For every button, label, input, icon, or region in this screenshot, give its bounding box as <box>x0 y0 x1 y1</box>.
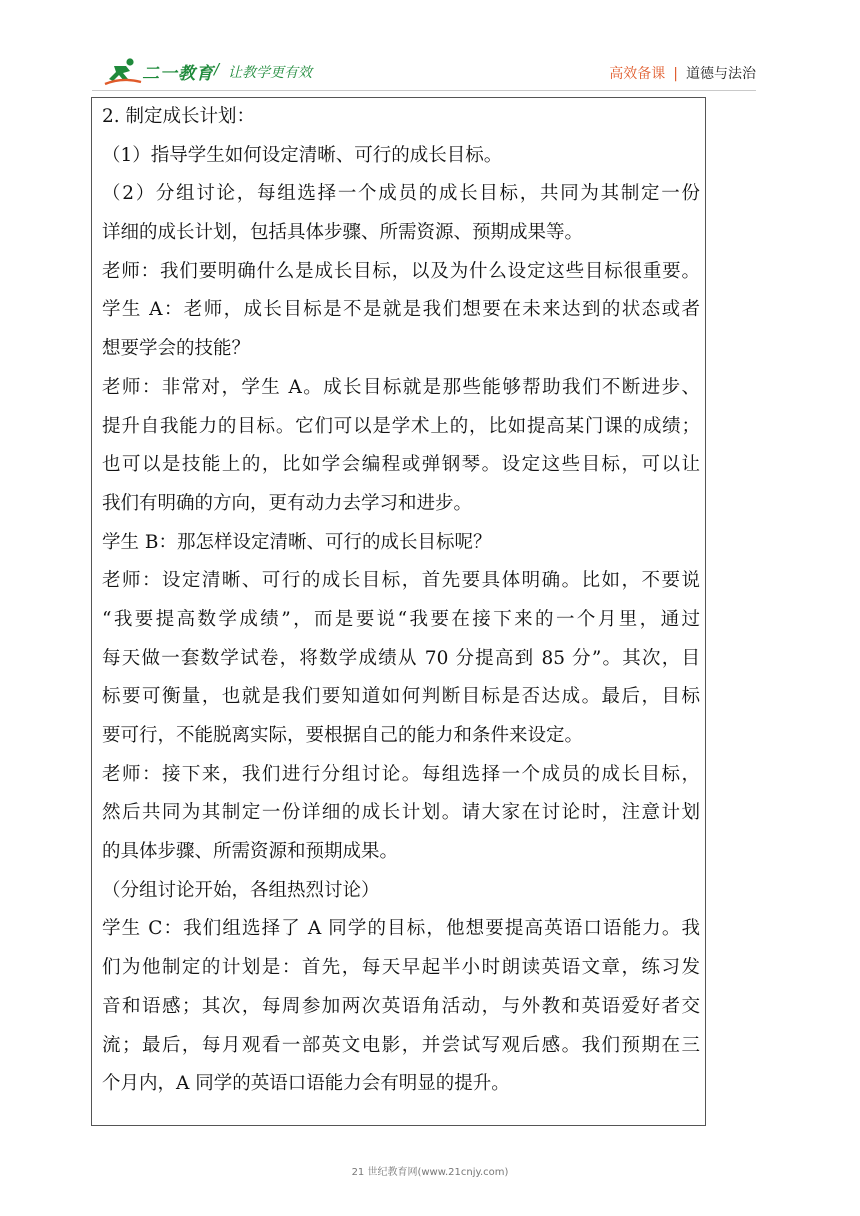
text-line: （分组讨论开始，各组热烈讨论） <box>102 879 380 901</box>
text-line: 老师：非常对，学生 A。成长目标就是那些能够帮助我们不断进步、 <box>102 376 700 398</box>
text-line: 流；最后，每月观看一部英文电影，并尝试写观后感。我们预期在三 <box>102 1034 700 1056</box>
running-figure-icon <box>104 57 142 87</box>
text-line: 老师：设定清晰、可行的成长目标，首先要具体明确。比如，不要说 <box>102 570 700 592</box>
text-line: 我们有明确的方向，更有动力去学习和进步。 <box>102 492 473 514</box>
page-footer: 21 世纪教育网(www.21cnjy.com) <box>351 1167 509 1178</box>
text-line: 音和语感；其次，每周参加两次英语角活动，与外教和英语爱好者交 <box>102 995 700 1017</box>
text-line: 学生 C：我们组选择了 A 同学的目标，他想要提高英语口语能力。我 <box>102 918 700 940</box>
text-line: 们为他制定的计划是：首先，每天早起半小时朗读英语文章，练习发 <box>102 957 700 979</box>
text-line: 学生 A：老师，成长目标是不是就是我们想要在未来达到的状态或者 <box>102 299 700 321</box>
text-line: 也可以是技能上的，比如学会编程或弹钢琴。设定这些目标，可以让 <box>102 454 700 476</box>
logo[interactable] <box>104 57 334 89</box>
text-line: 2. 制定成长计划： <box>102 106 256 127</box>
page-header <box>0 0 860 96</box>
text-line: 学生 B：那怎样设定清晰、可行的成长目标呢？ <box>102 531 492 553</box>
text-line: “我要提高数学成绩”，而是要说“我要在接下来的一个月里，通过 <box>102 608 700 630</box>
text-line: 个月内，A 同学的英语口语能力会有明显的提升。 <box>102 1073 510 1095</box>
text-line: 想要学会的技能？ <box>102 338 251 360</box>
tag-subject: 道德与法治 <box>686 66 756 82</box>
text-line: 然后共同为其制定一份详细的成长计划。请大家在讨论时，注意计划 <box>102 802 700 824</box>
text-line: （1）指导学生如何设定清晰、可行的成长目标。 <box>102 144 503 166</box>
text-line: 的具体步骤、所需资源和预期成果。 <box>102 841 399 863</box>
text-line: 标要可衡量，也就是我们要知道如何判断目标是否达成。最后，目标 <box>102 686 700 708</box>
text-line: （2）分组讨论，每组选择一个成员的成长目标，共同为其制定一份 <box>102 183 700 205</box>
text-line: 要可行，不能脱离实际，要根据自己的能力和条件来设定。 <box>102 725 584 746</box>
text-line: 每天做一套数学试卷，将数学成绩从 70 分提高到 85 分”。其次，目 <box>102 647 700 669</box>
tag-separator: | <box>673 66 678 82</box>
tag-efficient-prep: 高效备课 <box>609 66 666 82</box>
text-line: 详细的成长计划，包括具体步骤、所需资源、预期成果等。 <box>102 222 584 244</box>
text-line: 老师：我们要明确什么是成长目标，以及为什么设定这些目标很重要。 <box>102 260 700 282</box>
text-line: 提升自我能力的目标。它们可以是学术上的，比如提高某门课的成绩； <box>102 415 700 437</box>
header-divider <box>92 90 756 91</box>
text-line: 老师：接下来，我们进行分组讨论。每组选择一个成员的成长目标， <box>102 763 700 785</box>
logo-name: 二一教育 <box>142 64 214 84</box>
logo-separator: / <box>214 60 220 78</box>
logo-slogan: 让教学更有效 <box>228 65 312 81</box>
lesson-content <box>102 98 700 1104</box>
header-tags <box>609 63 756 83</box>
